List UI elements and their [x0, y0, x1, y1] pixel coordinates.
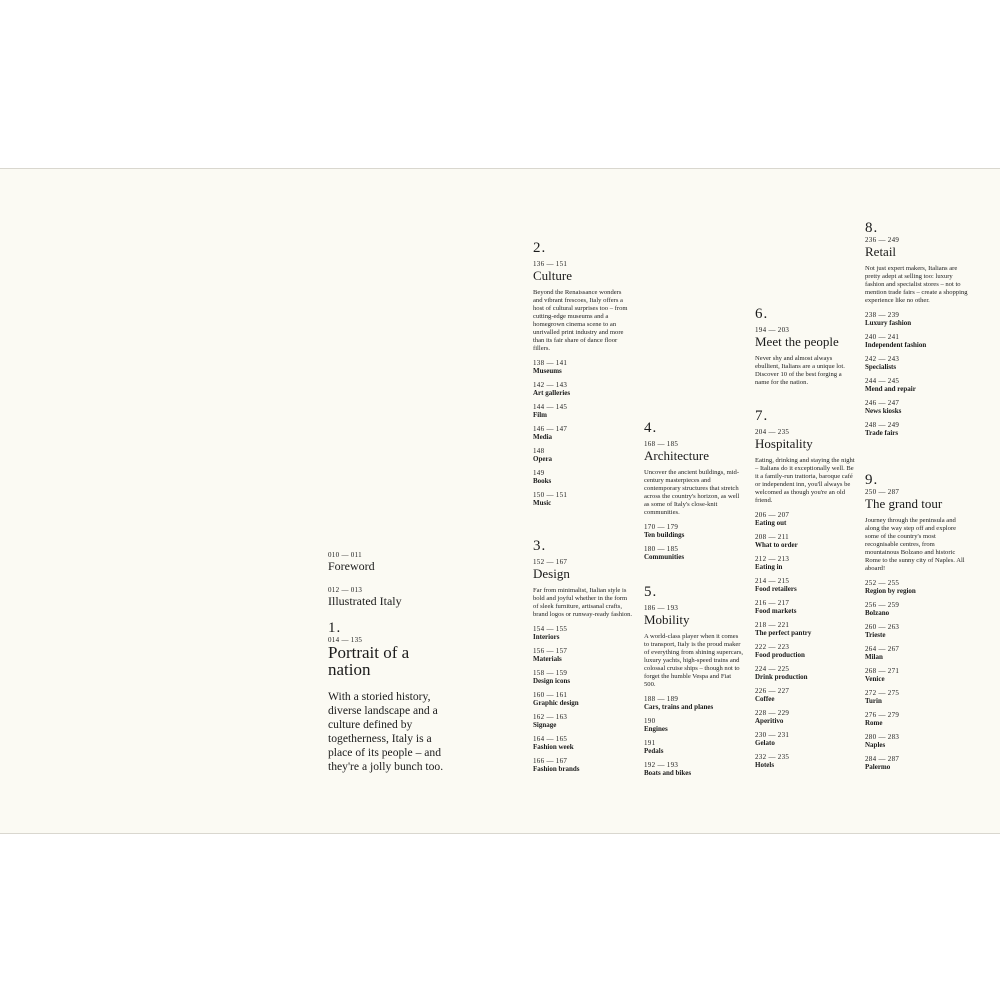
item-label: Bolzano	[865, 609, 890, 617]
item-label: Independent fashion	[865, 341, 927, 349]
front-title: Illustrated Italy	[328, 594, 402, 608]
list-item[interactable]	[755, 599, 855, 615]
item-label: Drink production	[755, 673, 808, 681]
item-label: Hotels	[755, 761, 775, 769]
front-item-illustrated[interactable]	[328, 586, 438, 608]
list-item[interactable]	[644, 545, 744, 561]
item-label: Pedals	[644, 747, 664, 755]
list-item[interactable]	[533, 691, 633, 707]
contents-spread	[0, 168, 1000, 834]
list-item[interactable]	[533, 647, 633, 663]
section-number: 2.	[533, 240, 547, 256]
item-label: Film	[533, 411, 547, 419]
list-item[interactable]	[644, 739, 744, 755]
list-item[interactable]	[533, 381, 631, 397]
page-range: 191	[644, 739, 656, 747]
item-label: Milan	[865, 653, 883, 661]
front-title: Foreword	[328, 559, 375, 573]
sub-list	[755, 511, 855, 769]
page-range: 284 — 287	[865, 755, 900, 763]
section-description: Eating, drinking and staying the night – Italians do it exceptionally well. Be it a family-run trattoria, baroque café or independent inn, you'll always be welcomed as though you're an old friend.	[755, 457, 855, 504]
page-range: 190	[644, 717, 656, 725]
sub-list	[533, 359, 631, 507]
item-label: Interiors	[533, 633, 560, 641]
section-design[interactable]	[533, 539, 633, 773]
list-item[interactable]	[755, 709, 855, 725]
section-description: Beyond the Renaissance wonders and vibrant frescoes, Italy offers a host of cultural surprises too – from cutting-edge museums and a homegrown cinema scene to an unrivalled print industry and more than its fair share of dance floor fillers.	[533, 289, 628, 352]
section-number: 8.	[865, 220, 879, 236]
item-label: Signage	[533, 721, 557, 729]
page-range: 228 — 229	[755, 709, 790, 717]
page-range: 214 — 215	[755, 577, 790, 585]
list-item[interactable]	[533, 735, 633, 751]
page-range: 160 — 161	[533, 691, 568, 699]
page-range: 222 — 223	[755, 643, 790, 651]
list-item[interactable]	[865, 711, 970, 727]
section-number: 4.	[644, 420, 658, 436]
section-title: Design	[533, 566, 570, 581]
section-number: 3.	[533, 538, 547, 554]
item-label: Materials	[533, 655, 562, 663]
page-range: 136 — 151	[533, 260, 568, 268]
section-title: Mobility	[644, 612, 690, 627]
page-range: 168 — 185	[644, 440, 679, 448]
list-item[interactable]	[865, 377, 970, 393]
item-label: Museums	[533, 367, 562, 375]
page-range: 212 — 213	[755, 555, 790, 563]
item-label: Turin	[865, 697, 882, 705]
item-label: Region by region	[865, 587, 916, 595]
page-range: 218 — 221	[755, 621, 790, 629]
list-item[interactable]	[533, 469, 631, 485]
list-item[interactable]	[533, 359, 631, 375]
page-range: 154 — 155	[533, 625, 568, 633]
page-range: 252 — 255	[865, 579, 900, 587]
page-range: 240 — 241	[865, 333, 900, 341]
list-item[interactable]	[533, 491, 631, 507]
page-range: 216 — 217	[755, 599, 790, 607]
page-range: 152 — 167	[533, 558, 568, 566]
page-range: 150 — 151	[533, 491, 568, 499]
item-label: Art galleries	[533, 389, 571, 397]
page-range: 226 — 227	[755, 687, 790, 695]
section-hospitality[interactable]	[755, 409, 855, 769]
sub-list	[865, 311, 970, 437]
section-grand-tour[interactable]	[865, 473, 970, 771]
section-description: Far from minimalist, Italian style is bold and joyful whether in the form of sleek furniture, artisanal crafts, brand logos or runway-ready fashion.	[533, 587, 633, 618]
page-range: 248 — 249	[865, 421, 900, 429]
section-title: Portrait of a nation	[328, 643, 410, 679]
list-item[interactable]	[865, 355, 970, 371]
item-label: Books	[533, 477, 552, 485]
page-range: 180 — 185	[644, 545, 679, 553]
list-item[interactable]	[755, 731, 855, 747]
item-label: Palermo	[865, 763, 891, 771]
section-number: 9.	[865, 472, 879, 488]
section-retail[interactable]	[865, 221, 970, 437]
item-label: Coffee	[755, 695, 775, 703]
page-range: 276 — 279	[865, 711, 900, 719]
list-item[interactable]	[533, 403, 631, 419]
list-item[interactable]	[644, 717, 744, 733]
page-range: 162 — 163	[533, 713, 568, 721]
item-label: Media	[533, 433, 553, 441]
section-title: Architecture	[644, 448, 709, 463]
list-item[interactable]	[533, 425, 631, 441]
page-range: 012 — 013	[328, 586, 363, 594]
item-label: Eating in	[755, 563, 783, 571]
page-range: 188 — 189	[644, 695, 679, 703]
page-range: 206 — 207	[755, 511, 790, 519]
item-label: Food markets	[755, 607, 797, 615]
section-description: A world-class player when it comes to transport, Italy is the proud maker of everything from shining supercars, luxury yachts, high-speed trains and colossal cruise ships – though not to forget the humble Vespa and Fiat 500.	[644, 633, 744, 688]
section-title: Retail	[865, 244, 897, 259]
section-description: Journey through the peninsula and along the way step off and explore some of the country's most recognisable centres, from mountainous Bolzano and historic Rome to the sunny city of Naples. All aboard!	[865, 517, 965, 572]
section-title: Hospitality	[755, 436, 813, 451]
list-item[interactable]	[755, 687, 855, 703]
page-range: 166 — 167	[533, 757, 568, 765]
item-label: Communities	[644, 553, 685, 561]
section-mobility[interactable]	[644, 585, 744, 777]
page-range: 156 — 157	[533, 647, 568, 655]
page-range: 192 — 193	[644, 761, 679, 769]
section-portrait[interactable]	[328, 621, 450, 774]
list-item[interactable]	[755, 665, 855, 681]
item-label: Design icons	[533, 677, 571, 685]
section-number: 6.	[755, 306, 769, 322]
page-range: 186 — 193	[644, 604, 679, 612]
item-label: Gelato	[755, 739, 775, 747]
section-title: Culture	[533, 268, 572, 283]
page-range: 238 — 239	[865, 311, 900, 319]
item-label: Mend and repair	[865, 385, 916, 393]
list-item[interactable]	[755, 621, 855, 637]
page-range: 194 — 203	[755, 326, 790, 334]
item-label: Eating out	[755, 519, 787, 527]
sub-list	[644, 523, 744, 561]
section-intro: With a storied history, diverse landscape and a culture defined by togetherness, Italy is a place of its people – and they're a jolly bunch too.	[328, 690, 444, 773]
section-description: Not just expert makers, Italians are pretty adept at selling too: luxury fashion and specialist stores – not to mention trade fairs – create a shopping experience like no other.	[865, 265, 968, 304]
item-label: Fashion week	[533, 743, 574, 751]
item-label: The perfect pantry	[755, 629, 812, 637]
page-range: 146 — 147	[533, 425, 568, 433]
sub-list	[865, 579, 970, 771]
list-item[interactable]	[755, 753, 855, 769]
page-range: 149	[533, 469, 545, 477]
page-range: 242 — 243	[865, 355, 900, 363]
front-item-foreword[interactable]	[328, 551, 438, 573]
list-item[interactable]	[865, 733, 970, 749]
item-label: Naples	[865, 741, 886, 749]
item-label: Graphic design	[533, 699, 579, 707]
item-label: What to order	[755, 541, 798, 549]
list-item[interactable]	[755, 511, 855, 527]
item-label: Fashion brands	[533, 765, 580, 773]
section-title: Meet the people	[755, 334, 839, 349]
list-item[interactable]	[755, 643, 855, 659]
list-item[interactable]	[755, 533, 855, 549]
section-number: 7.	[755, 408, 769, 424]
list-item[interactable]	[865, 689, 970, 705]
page-range: 014 — 135	[328, 636, 363, 644]
list-item[interactable]	[865, 645, 970, 661]
page-range: 170 — 179	[644, 523, 679, 531]
list-item[interactable]	[865, 399, 970, 415]
item-label: News kiosks	[865, 407, 902, 415]
item-label: Music	[533, 499, 552, 507]
list-item[interactable]	[533, 669, 633, 685]
page-range: 272 — 275	[865, 689, 900, 697]
page-range: 260 — 263	[865, 623, 900, 631]
page-range: 208 — 211	[755, 533, 789, 541]
item-label: Ten buildings	[644, 531, 685, 539]
page-range: 144 — 145	[533, 403, 568, 411]
page-range: 256 — 259	[865, 601, 900, 609]
page-range: 010 — 011	[328, 551, 362, 559]
page-range: 268 — 271	[865, 667, 900, 675]
page-range: 230 — 231	[755, 731, 790, 739]
page-range: 250 — 287	[865, 488, 900, 496]
item-label: Luxury fashion	[865, 319, 912, 327]
item-label: Trade fairs	[865, 429, 899, 437]
list-item[interactable]	[865, 333, 970, 349]
list-item[interactable]	[644, 695, 744, 711]
section-number: 1.	[328, 620, 342, 636]
page-range: 164 — 165	[533, 735, 568, 743]
list-item[interactable]	[533, 713, 633, 729]
list-item[interactable]	[755, 577, 855, 593]
item-label: Cars, trains and planes	[644, 703, 714, 711]
item-label: Rome	[865, 719, 883, 727]
list-item[interactable]	[865, 667, 970, 683]
list-item[interactable]	[533, 757, 633, 773]
item-label: Food production	[755, 651, 805, 659]
section-description: Uncover the ancient buildings, mid-century masterpieces and contemporary structures that stretch across the country's horizon, as well as some of Italy's close-knit communities.	[644, 469, 740, 516]
item-label: Aperitivo	[755, 717, 784, 725]
page-range: 148	[533, 447, 545, 455]
list-item[interactable]	[865, 623, 970, 639]
item-label: Opera	[533, 455, 553, 463]
item-label: Trieste	[865, 631, 886, 639]
item-label: Venice	[865, 675, 885, 683]
list-item[interactable]	[644, 761, 744, 777]
list-item[interactable]	[755, 555, 855, 571]
section-title: The grand tour	[865, 496, 943, 511]
item-label: Engines	[644, 725, 668, 733]
page-range: 138 — 141	[533, 359, 568, 367]
sub-list	[533, 625, 633, 773]
list-item[interactable]	[865, 755, 970, 771]
list-item[interactable]	[644, 523, 744, 539]
page-range: 280 — 283	[865, 733, 900, 741]
section-architecture[interactable]	[644, 421, 744, 561]
sub-list	[644, 695, 744, 777]
page-range: 246 — 247	[865, 399, 900, 407]
list-item[interactable]	[865, 579, 970, 595]
section-description: Never shy and almost always ebullient, Italians are a unique lot. Discover 10 of the best forging a name for the nation.	[755, 355, 845, 386]
section-meet-the-people[interactable]	[755, 307, 855, 387]
section-culture[interactable]	[533, 241, 631, 507]
list-item[interactable]	[865, 421, 970, 437]
item-label: Specialists	[865, 363, 897, 371]
page-range: 244 — 245	[865, 377, 900, 385]
list-item[interactable]	[865, 311, 970, 327]
page-range: 236 — 249	[865, 236, 900, 244]
page-range: 142 — 143	[533, 381, 568, 389]
page-range: 264 — 267	[865, 645, 900, 653]
page-range: 158 — 159	[533, 669, 568, 677]
list-item[interactable]	[533, 447, 631, 463]
page-range: 224 — 225	[755, 665, 790, 673]
page-range: 232 — 235	[755, 753, 790, 761]
item-label: Food retailers	[755, 585, 797, 593]
section-number: 5.	[644, 584, 658, 600]
list-item[interactable]	[865, 601, 970, 617]
list-item[interactable]	[533, 625, 633, 641]
item-label: Boats and bikes	[644, 769, 692, 777]
page-range: 204 — 235	[755, 428, 790, 436]
